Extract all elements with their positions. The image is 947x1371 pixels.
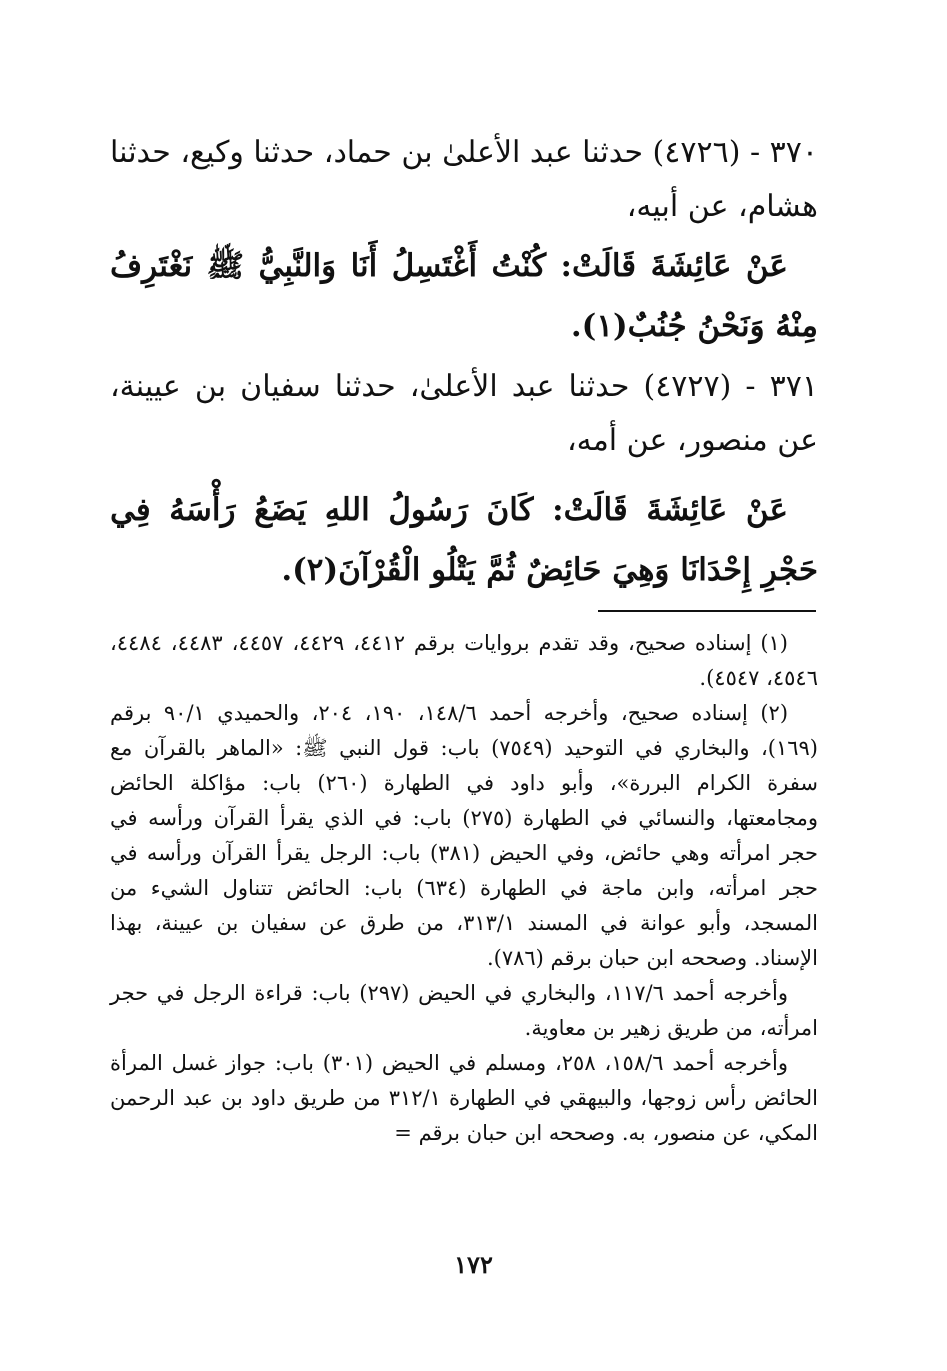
- footnote-2-continuation-b: وأخرجه أحمد ١٥٨/٦، ٢٥٨، ومسلم في الحيض (٣٠١) باب: جواز غسل المرأة الحائض رأس زوجها، والبيهقي في الطهارة ٣١٢/١ من طريق داود بن عبد الرحمن المكي، عن منصور، به. وصححه ابن حبان برقم =: [110, 1051, 818, 1145]
- hadith-body-text: عَنْ عَائِشَةَ قَالَتْ: كَانَ رَسُولُ اللهِ يَضَعُ رَأْسَهُ فِي حَجْرِ إِحْدَانَا وَهِيَ حَائِضٌ ثُمَّ يَتْلُو الْقُرْآنَ(٢).: [110, 492, 818, 588]
- hadith-chain-text: ٣٧١ - (٤٧٢٧) حدثنا عبد الأعلىٰ، حدثنا سفيان بن عيينة، عن منصور، عن أمه،: [110, 369, 818, 458]
- hadith-body-text: عَنْ عَائِشَةَ قَالَتْ: كُنْتُ أَغْتَسِلُ أَنَا وَالنَّبِيُّ ﷺ نَغْتَرِفُ مِنْهُ وَنَحْنُ جُنُبٌ(١).: [110, 248, 818, 344]
- footnotes-section: [110, 626, 818, 1151]
- footnote-1: (١) إسناده صحيح، وقد تقدم بروايات برقم ٤٤١٢، ٤٤٢٩، ٤٤٥٧، ٤٤٨٣، ٤٤٨٤، ٤٥٤٦، ٤٥٤٧).: [110, 631, 818, 690]
- hadith-371-chain: [110, 360, 818, 468]
- hadith-370-chain: [110, 126, 818, 234]
- hadith-chain-text: ٣٧٠ - (٤٧٢٦) حدثنا عبد الأعلىٰ بن حماد، حدثنا وكيع، حدثنا هشام، عن أبيه،: [110, 135, 818, 224]
- page-number: ١٧٢: [454, 1250, 493, 1279]
- hadith-370-text: [110, 236, 818, 356]
- footnote-separator: [598, 610, 816, 612]
- footnote-2: (٢) إسناده صحيح، وأخرجه أحمد ١٤٨/٦، ١٩٠، ٢٠٤، والحميدي ٩٠/١ برقم (١٦٩)، والبخاري في التوحيد (٧٥٤٩) باب: قول النبي ﷺ: «الماهر بالقرآن مع سفرة الكرام البررة»، وأبو داود في الطهارة (٢٦٠) باب: مؤاكلة الحائض ومجامعتها، والنسائي في الطهارة (٢٧٥) باب: في الذي يقرأ القرآن ورأسه في حجر امرأته وهي حائض، وفي الحيض (٣٨١) باب: الرجل يقرأ القرآن ورأسه في حجر امرأته، وابن ماجة في الطهارة (٦٣٤) باب: الحائض تتناول الشيء من المسجد، وأبو عوانة في المسند ٣١٣/١، من طرق عن سفيان بن عيينة، بهذا الإسناد. وصححه ابن حبان برقم (٧٨٦).: [110, 701, 819, 970]
- footnote-2-continuation-a: وأخرجه أحمد ١١٧/٦، والبخاري في الحيض (٢٩٧) باب: قراءة الرجل في حجر امرأته، من طريق زهير بن معاوية.: [110, 981, 818, 1040]
- hadith-371-text: [110, 480, 818, 600]
